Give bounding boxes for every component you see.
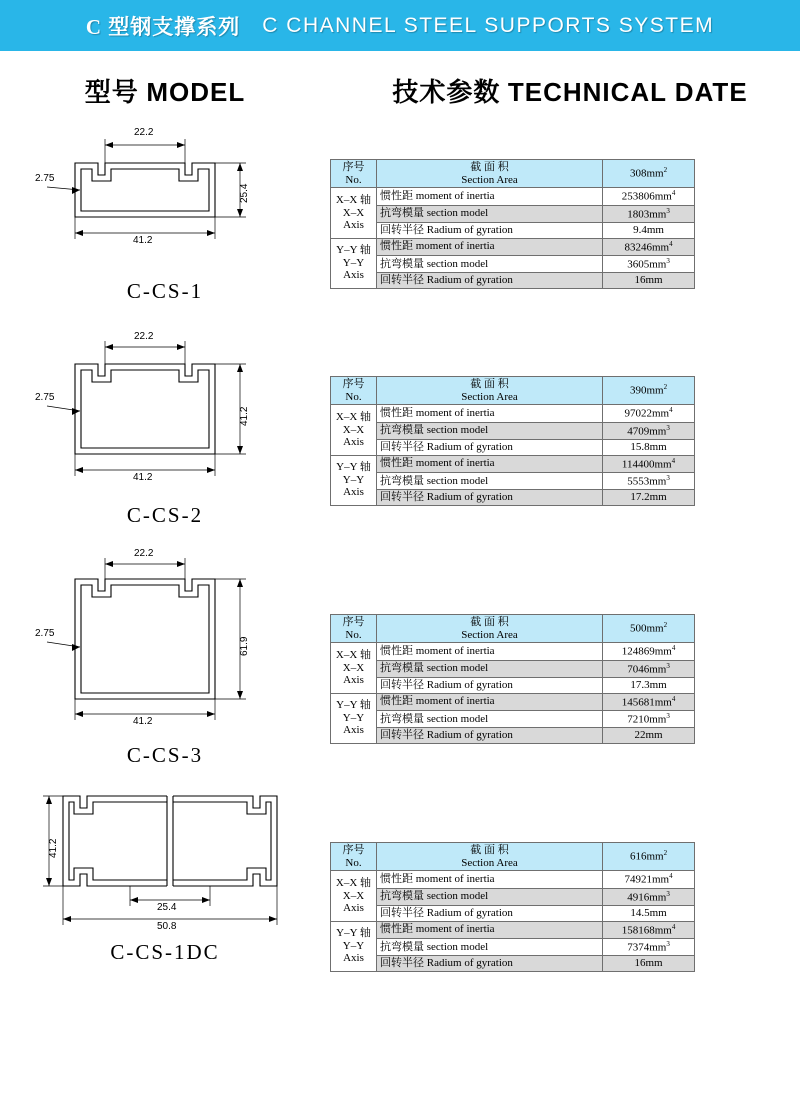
header-no-en: No.	[345, 390, 362, 403]
spec-row	[0, 331, 800, 528]
val-gyration-x	[603, 439, 695, 455]
header-area-cn: 截 面 积	[470, 161, 509, 173]
area-value: 616	[629, 851, 647, 864]
val-modulus-x	[603, 660, 695, 677]
val-number: 83246	[624, 241, 652, 254]
column-title-model-cn: 型号	[84, 78, 139, 107]
val-number: 14.5	[630, 906, 650, 919]
val-inertia-x	[603, 643, 695, 660]
val-unit: mm	[645, 274, 663, 287]
model-cell	[0, 125, 330, 304]
axis-x-mid: X–X	[342, 889, 365, 902]
val-inertia-x	[603, 188, 695, 205]
val-sup: 3	[666, 206, 670, 215]
dim-thickness: 2.75	[35, 173, 55, 184]
axis-y-en: Axis	[343, 269, 364, 282]
val-number: 5553	[627, 475, 650, 488]
val-sup: 3	[666, 473, 670, 482]
header-no	[331, 615, 377, 643]
axis-x-cn: X–X 轴	[335, 410, 372, 423]
header-no	[331, 377, 377, 405]
axis-y-label	[331, 238, 377, 288]
val-unit: mm	[649, 258, 667, 271]
prop-modulus: 抗弯模量 section model	[377, 888, 603, 905]
header-no-cn: 序号	[342, 844, 365, 856]
val-unit: mm	[649, 941, 667, 954]
section-drawing-c-cs-2	[35, 331, 295, 499]
drawing-svg	[35, 125, 295, 275]
axis-y-mid: Y–Y	[342, 473, 365, 486]
spec-table	[330, 159, 695, 289]
val-gyration-x	[603, 677, 695, 693]
val-number: 7374	[627, 941, 650, 954]
table-row	[331, 222, 695, 238]
drawing-svg	[35, 334, 295, 499]
val-number: 4709	[627, 425, 650, 438]
val-unit: mm	[654, 645, 672, 658]
table-row	[331, 472, 695, 489]
axis-x-label	[331, 871, 377, 921]
val-sup: 4	[669, 872, 673, 881]
table-row	[331, 188, 695, 205]
val-modulus-y	[603, 938, 695, 955]
val-unit: mm	[649, 475, 667, 488]
area-value: 308	[629, 168, 647, 181]
table-header-row	[331, 615, 695, 643]
prop-modulus: 抗弯模量 section model	[377, 938, 603, 955]
prop-gyration: 回转半径 Radium of gyration	[377, 956, 603, 972]
table-header-row	[331, 160, 695, 188]
axis-y-mid: Y–Y	[342, 939, 365, 952]
axis-y-cn: Y–Y 轴	[336, 927, 371, 940]
header-area-value	[603, 160, 695, 188]
val-unit: mm	[651, 241, 670, 254]
prop-inertia: 惯性距 moment of inertia	[377, 921, 603, 938]
tech-cell	[330, 554, 800, 768]
val-number: 97022	[624, 407, 652, 420]
area-unit-sup: 2	[663, 621, 668, 630]
table-row	[331, 273, 695, 289]
val-modulus-x	[603, 422, 695, 439]
dim-width: 41.2	[133, 472, 153, 483]
prop-gyration: 回转半径 Radium of gyration	[377, 439, 603, 455]
model-cell	[0, 786, 330, 972]
prop-modulus: 抗弯模量 section model	[377, 422, 603, 439]
model-label: C-CS-2	[126, 503, 204, 527]
axis-y-en: Axis	[343, 724, 364, 737]
val-number: 22	[634, 729, 646, 742]
val-modulus-y	[603, 710, 695, 727]
prop-inertia: 惯性距 moment of inertia	[377, 643, 603, 660]
header-no-cn: 序号	[342, 161, 365, 173]
val-inertia-y	[603, 238, 695, 255]
header-area	[377, 160, 603, 188]
axis-x-cn: X–X 轴	[335, 648, 372, 661]
val-sup: 4	[671, 189, 676, 198]
axis-x-label	[331, 643, 377, 693]
table-row	[331, 693, 695, 710]
val-number: 7210	[627, 713, 650, 726]
table-row	[331, 405, 695, 422]
column-title-tech-en: TECHNICAL DATE	[507, 77, 748, 107]
prop-inertia: 惯性距 moment of inertia	[377, 455, 603, 472]
axis-y-mid: Y–Y	[342, 256, 365, 269]
val-unit: mm	[649, 208, 667, 221]
axis-y-mid: Y–Y	[342, 711, 365, 724]
table-row	[331, 422, 695, 439]
val-number: 114400	[621, 458, 655, 471]
val-unit: mm	[649, 891, 667, 904]
val-number: 124869	[621, 645, 655, 658]
val-unit: mm	[649, 713, 667, 726]
prop-gyration: 回转半径 Radium of gyration	[377, 222, 603, 238]
page-banner	[0, 0, 800, 52]
axis-x-label	[331, 188, 377, 238]
area-unit: mm	[646, 168, 664, 181]
val-number: 16	[634, 274, 646, 287]
table-row	[331, 643, 695, 660]
area-unit: mm	[646, 623, 664, 636]
val-gyration-y	[603, 490, 695, 506]
area-value: 390	[629, 385, 647, 398]
table-row	[331, 710, 695, 727]
val-number: 4916	[627, 891, 650, 904]
val-sup: 4	[671, 456, 676, 465]
dim-height: 25.4	[239, 183, 250, 203]
val-modulus-x	[603, 205, 695, 222]
area-unit-sup: 2	[663, 166, 668, 175]
area-unit: mm	[646, 851, 664, 864]
val-gyration-y	[603, 273, 695, 289]
model-label: C-CS-3	[126, 743, 204, 767]
table-row	[331, 921, 695, 938]
axis-x-en: Axis	[343, 902, 364, 915]
prop-modulus: 抗弯模量 section model	[377, 710, 603, 727]
prop-gyration: 回转半径 Radium of gyration	[377, 728, 603, 744]
val-modulus-x	[603, 888, 695, 905]
axis-y-cn: Y–Y 轴	[336, 244, 371, 257]
axis-x-mid: X–X	[342, 423, 365, 436]
prop-modulus: 抗弯模量 section model	[377, 255, 603, 272]
header-area-en: Section Area	[461, 856, 518, 869]
banner-title-en: C CHANNEL STEEL SUPPORTS SYSTEM	[262, 13, 715, 37]
dim-top: 22.2	[134, 127, 154, 138]
val-sup: 3	[666, 939, 670, 948]
spec-row	[0, 125, 800, 304]
section-drawing-c-cs-1dc	[35, 786, 295, 936]
dim-thickness: 2.75	[35, 628, 55, 639]
axis-x-en: Axis	[343, 674, 364, 687]
dim-height: 41.2	[48, 838, 59, 858]
val-sup: 4	[669, 406, 673, 415]
val-unit: mm	[646, 223, 664, 236]
model-cell	[0, 331, 330, 528]
area-unit: mm	[646, 385, 664, 398]
drawing-svg	[35, 554, 295, 739]
header-area-cn: 截 面 积	[470, 844, 509, 856]
dim-height: 61.9	[239, 636, 250, 656]
val-inertia-y	[603, 693, 695, 710]
axis-x-en: Axis	[343, 436, 364, 449]
axis-x-label	[331, 405, 377, 455]
dim-width: 50.8	[157, 921, 177, 932]
dim-width: 41.2	[133, 716, 153, 727]
column-title-tech	[330, 72, 800, 109]
prop-inertia: 惯性距 moment of inertia	[377, 238, 603, 255]
header-area-cn: 截 面 积	[470, 378, 509, 390]
val-sup: 4	[671, 922, 676, 931]
prop-gyration: 回转半径 Radium of gyration	[377, 905, 603, 921]
header-area	[377, 843, 603, 871]
spec-row	[0, 548, 800, 768]
column-title-model	[0, 72, 330, 109]
table-row	[331, 888, 695, 905]
axis-y-label	[331, 921, 377, 971]
header-area-cn: 截 面 积	[470, 616, 509, 628]
spec-row	[0, 786, 800, 972]
axis-x-cn: X–X 轴	[335, 876, 372, 889]
val-gyration-x	[603, 905, 695, 921]
val-unit: mm	[649, 491, 667, 504]
axis-y-en: Axis	[343, 486, 364, 499]
val-unit: mm	[654, 458, 672, 471]
header-area-value	[603, 377, 695, 405]
header-area-value	[603, 615, 695, 643]
axis-y-label	[331, 693, 377, 743]
column-title-tech-cn: 技术参数	[392, 78, 501, 107]
section-drawing-c-cs-1	[35, 125, 295, 275]
val-number: 17.3	[630, 678, 650, 691]
prop-inertia: 惯性距 moment of inertia	[377, 693, 603, 710]
val-sup: 4	[671, 694, 676, 703]
prop-gyration: 回转半径 Radium of gyration	[377, 490, 603, 506]
val-unit: mm	[645, 729, 663, 742]
dim-top: 22.2	[134, 331, 154, 342]
tech-cell	[330, 786, 800, 972]
val-inertia-y	[603, 921, 695, 938]
val-number: 16	[634, 957, 646, 970]
header-no-en: No.	[345, 628, 362, 641]
spec-table	[330, 376, 695, 506]
dim-top: 22.2	[134, 548, 154, 559]
table-header-row	[331, 843, 695, 871]
val-gyration-x	[603, 222, 695, 238]
model-label: C-CS-1DC	[110, 940, 220, 964]
table-row	[331, 956, 695, 972]
axis-y-cn: Y–Y 轴	[336, 699, 371, 712]
val-unit: mm	[654, 190, 672, 203]
table-row	[331, 938, 695, 955]
header-no	[331, 160, 377, 188]
val-unit: mm	[645, 957, 663, 970]
val-unit: mm	[654, 924, 672, 937]
tech-cell	[330, 334, 800, 528]
val-sup: 4	[671, 644, 676, 653]
spec-table	[330, 614, 695, 744]
header-area-en: Section Area	[461, 628, 518, 641]
table-row	[331, 439, 695, 455]
val-sup: 3	[666, 661, 670, 670]
header-area-en: Section Area	[461, 173, 518, 186]
table-row	[331, 238, 695, 255]
table-row	[331, 660, 695, 677]
val-number: 74921	[624, 873, 652, 886]
area-unit-sup: 2	[663, 849, 668, 858]
val-inertia-x	[603, 405, 695, 422]
area-value: 500	[629, 623, 647, 636]
header-area-value	[603, 843, 695, 871]
axis-y-cn: Y–Y 轴	[336, 461, 371, 474]
val-modulus-y	[603, 255, 695, 272]
prop-gyration: 回转半径 Radium of gyration	[377, 677, 603, 693]
dim-thickness: 2.75	[35, 392, 55, 403]
model-cell	[0, 548, 330, 768]
table-row	[331, 677, 695, 693]
axis-x-en: Axis	[343, 219, 364, 232]
axis-y-label	[331, 455, 377, 505]
column-title-model-en: MODEL	[146, 77, 246, 107]
axis-x-cn: X–X 轴	[335, 193, 372, 206]
table-header-row	[331, 377, 695, 405]
val-modulus-y	[603, 472, 695, 489]
banner-title-cn: C 型钢支撑系列	[85, 14, 241, 39]
header-no-cn: 序号	[342, 616, 365, 628]
val-unit: mm	[649, 425, 667, 438]
spec-table	[330, 842, 695, 972]
tech-cell	[330, 125, 800, 304]
header-no	[331, 843, 377, 871]
prop-gyration: 回转半径 Radium of gyration	[377, 273, 603, 289]
header-no-en: No.	[345, 173, 362, 186]
prop-modulus: 抗弯模量 section model	[377, 205, 603, 222]
val-sup: 3	[666, 423, 670, 432]
val-number: 253806	[621, 190, 655, 203]
table-row	[331, 205, 695, 222]
val-sup: 3	[666, 711, 670, 720]
prop-inertia: 惯性距 moment of inertia	[377, 871, 603, 888]
table-row	[331, 455, 695, 472]
prop-modulus: 抗弯模量 section model	[377, 472, 603, 489]
val-number: 158168	[621, 924, 655, 937]
val-unit: mm	[651, 873, 670, 886]
val-number: 145681	[621, 696, 655, 709]
val-sup: 4	[669, 239, 673, 248]
area-unit-sup: 2	[663, 383, 668, 392]
val-unit: mm	[651, 407, 670, 420]
val-inertia-x	[603, 871, 695, 888]
prop-modulus: 抗弯模量 section model	[377, 660, 603, 677]
dim-inner-width: 25.4	[157, 902, 177, 913]
table-row	[331, 255, 695, 272]
dim-width: 41.2	[133, 235, 153, 246]
prop-inertia: 惯性距 moment of inertia	[377, 188, 603, 205]
val-number: 1803	[627, 208, 650, 221]
table-row	[331, 905, 695, 921]
prop-inertia: 惯性距 moment of inertia	[377, 405, 603, 422]
val-number: 15.8	[630, 440, 650, 453]
val-number: 9.4	[633, 223, 647, 236]
val-number: 17.2	[630, 491, 650, 504]
val-number: 7046	[627, 663, 650, 676]
val-gyration-y	[603, 956, 695, 972]
section-drawing-c-cs-3	[35, 548, 295, 739]
model-label: C-CS-1	[126, 279, 204, 303]
val-unit: mm	[649, 440, 667, 453]
val-inertia-y	[603, 455, 695, 472]
column-titles	[0, 52, 800, 109]
val-number: 3605	[627, 258, 650, 271]
val-unit: mm	[649, 906, 667, 919]
header-area-en: Section Area	[461, 390, 518, 403]
drawing-svg	[35, 786, 295, 936]
header-area	[377, 615, 603, 643]
header-no-cn: 序号	[342, 378, 365, 390]
header-area	[377, 377, 603, 405]
axis-x-mid: X–X	[342, 206, 365, 219]
table-row	[331, 871, 695, 888]
val-sup: 3	[666, 889, 670, 898]
val-unit: mm	[654, 696, 672, 709]
dim-height: 41.2	[239, 406, 250, 426]
val-unit: mm	[649, 663, 667, 676]
table-row	[331, 728, 695, 744]
header-no-en: No.	[345, 856, 362, 869]
axis-y-en: Axis	[343, 952, 364, 965]
table-row	[331, 490, 695, 506]
val-unit: mm	[649, 678, 667, 691]
axis-x-mid: X–X	[342, 661, 365, 674]
val-sup: 3	[666, 256, 670, 265]
val-gyration-y	[603, 728, 695, 744]
